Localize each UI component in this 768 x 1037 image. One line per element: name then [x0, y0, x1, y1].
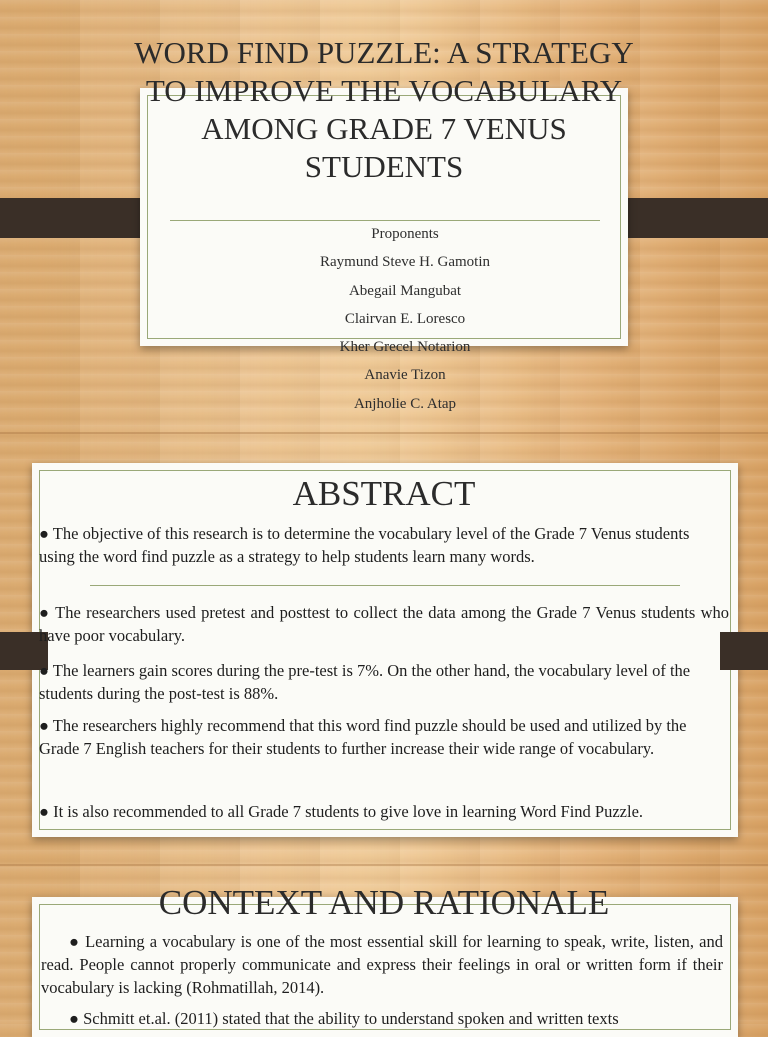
- abstract-heading: ABSTRACT: [292, 474, 476, 513]
- presentation-title: WORD FIND PUZZLE: A STRATEGY TO IMPROVE THE VOCABULARY AMONG GRADE 7 VENUS STUDENTS: [134, 35, 634, 184]
- proponent-name: Kher Grecel Notarion: [339, 339, 471, 356]
- proponent-name: Raymund Steve H. Gamotin: [320, 254, 490, 271]
- proponents-list: [255, 220, 555, 418]
- context-bullet: ● Schmitt et.al. (2011) stated that the ability to understand spoken and written texts: [69, 1009, 619, 1028]
- abstract-bullet: ● The learners gain scores during the pre-test is 7%. On the other hand, the vocabulary level of the students during the post-test is 88%.: [39, 661, 691, 703]
- proponents-label: Proponents: [371, 226, 439, 242]
- decorative-band-right: [612, 198, 768, 238]
- page-separator: [0, 432, 768, 434]
- abstract-divider: [90, 585, 680, 586]
- abstract-bullet: ● The researchers used pretest and posttest to collect the data among the Grade 7 Venus students who have poor vocabulary.: [39, 603, 729, 645]
- decorative-band-left: [0, 198, 156, 238]
- abstract-bullet: ● It is also recommended to all Grade 7 students to give love in learning Word Find Puzzle.: [39, 802, 644, 821]
- context-heading: CONTEXT AND RATIONALE: [158, 883, 610, 922]
- proponent-name: Abegail Mangubat: [348, 282, 462, 299]
- abstract-bullet: ● The objective of this research is to determine the vocabulary level of the Grade 7 Venus students using the word find puzzle as a strategy to help students learn many words.: [39, 524, 690, 566]
- proponent-name: Anjholie C. Atap: [353, 395, 457, 412]
- proponent-name: Anavie Tizon: [364, 367, 446, 384]
- page-separator: [0, 864, 768, 866]
- abstract-bullet: ● The researchers highly recommend that this word find puzzle should be used and utilized by the Grade 7 English teachers for their students to further increase their wide range of vocabulary.: [39, 716, 687, 758]
- abstract-card: [32, 463, 738, 837]
- context-bullet: ● Learning a vocabulary is one of the most essential skill for learning to speak, write, listen, and read. People cannot properly communicate and express their feelings in oral or written form if their vocabulary is lacking (Rohmatillah, 2014).: [41, 932, 723, 997]
- proponent-name: Clairvan E. Loresco: [344, 310, 466, 327]
